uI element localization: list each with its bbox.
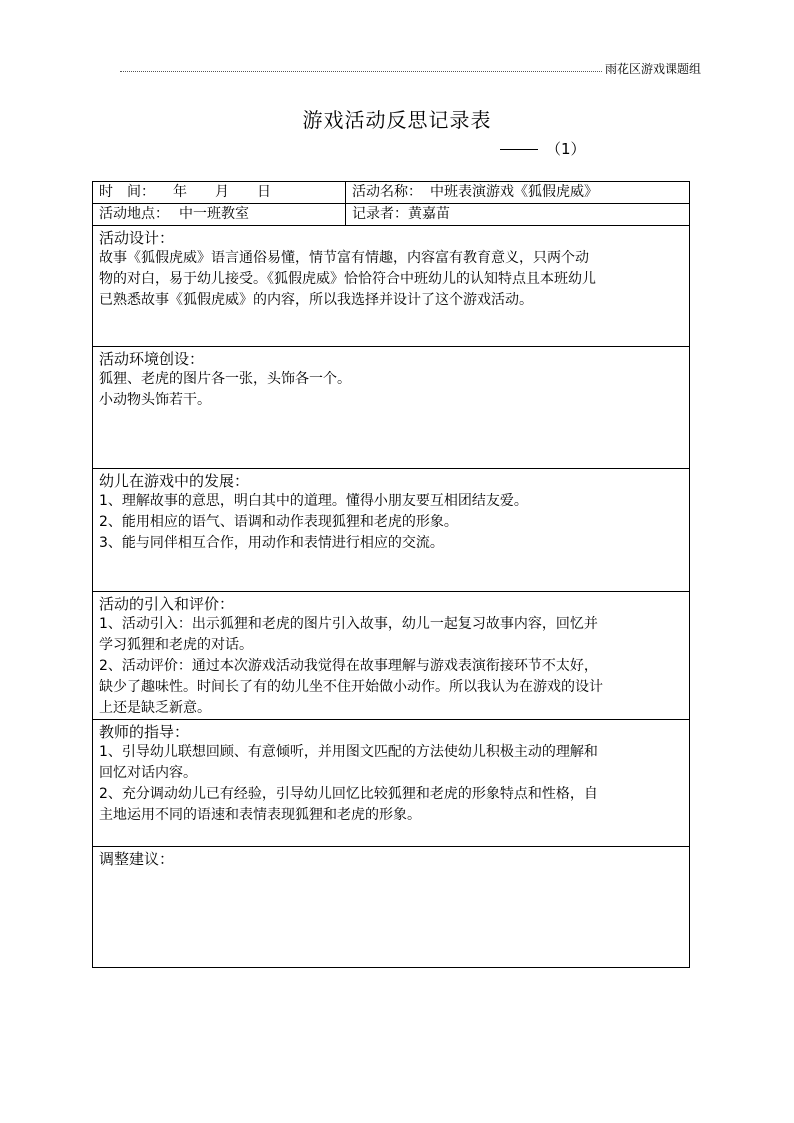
time-month: 月: [215, 184, 229, 200]
guidance-line: 2、充分调动幼儿已有经验，引导幼儿回忆比较狐狸和老虎的形象特点和性格，自: [99, 786, 598, 802]
time-day: 日: [257, 184, 271, 200]
activity-name-value: 中班表演游戏《狐假虎威》: [430, 184, 598, 200]
recorder-value: 黄嘉苗: [408, 206, 450, 222]
environment-line: 狐狸、老虎的图片各一张，头饰各一个。: [99, 371, 351, 387]
time-year: 年: [173, 184, 187, 200]
activity-name-label: 活动名称：: [352, 184, 422, 200]
intro-line: 学习狐狸和老虎的对话。: [99, 637, 253, 653]
info-row-2: [93, 204, 690, 226]
header-rule: [120, 71, 602, 72]
development-title: 幼儿在游戏中的发展：: [99, 472, 250, 490]
development-line: 1、理解故事的意思，明白其中的道理。懂得小朋友要互相团结友爱。: [99, 493, 528, 509]
recorder-cell: [346, 204, 690, 226]
guidance-line: 回忆对话内容。: [99, 765, 197, 781]
development-line: 3、能与同伴相互合作，用动作和表情进行相应的交流。: [99, 535, 444, 551]
guidance-line: 1、引导幼儿联想回顾、有意倾听，并用图文匹配的方法使幼儿积极主动的理解和: [99, 744, 598, 760]
guidance-title: 教师的指导：: [99, 723, 190, 741]
activity-name-cell: [346, 182, 690, 204]
environment-line: 小动物头饰若干。: [99, 392, 211, 408]
design-title: 活动设计：: [99, 229, 175, 247]
section-guidance: [93, 720, 690, 847]
section-design: [93, 226, 690, 347]
subtitle-dash: [500, 149, 538, 150]
section-development: [93, 469, 690, 592]
header-org: 雨花区游戏课题组: [605, 62, 702, 76]
section-adjust: [93, 847, 690, 968]
development-line: 2、能用相应的语气、语调和动作表现狐狸和老虎的形象。: [99, 514, 458, 530]
page-title: 游戏活动反思记录表: [302, 108, 492, 132]
place-cell: [93, 204, 346, 226]
design-line: 物的对白，易于幼儿接受。《狐假虎威》恰恰符合中班幼儿的认知特点且本班幼儿: [99, 271, 596, 287]
guidance-line: 主地运用不同的语速和表情表现狐狸和老虎的形象。: [99, 807, 421, 823]
design-line: 已熟悉故事《狐假虎威》的内容，所以我选择并设计了这个游戏活动。: [99, 292, 533, 308]
record-table: [92, 181, 690, 968]
section-environment: [93, 347, 690, 469]
intro-line: 上还是缺乏新意。: [99, 700, 211, 716]
design-line: 故事《狐假虎威》语言通俗易懂，情节富有情趣，内容富有教育意义，只两个动: [99, 250, 589, 266]
intro-line: 缺少了趣味性。时间长了有的幼儿坐不住开始做小动作。所以我认为在游戏的设计: [99, 679, 603, 695]
place-label: 活动地点：: [99, 206, 169, 222]
environment-title: 活动环境创设：: [99, 350, 205, 368]
intro-title: 活动的引入和评价：: [99, 595, 235, 613]
page-subtitle: [500, 138, 586, 159]
place-value: 中一班教室: [179, 206, 249, 222]
subtitle-number: （1）: [546, 140, 586, 158]
time-label: 时 间：: [99, 184, 155, 200]
adjust-title: 调整建议：: [99, 850, 175, 868]
intro-line: 1、活动引入：出示狐狸和老虎的图片引入故事，幼儿一起复习故事内容，回忆并: [99, 616, 598, 632]
info-row-1: [93, 182, 690, 204]
section-intro: [93, 592, 690, 720]
time-cell: [93, 182, 346, 204]
intro-line: 2、活动评价：通过本次游戏活动我觉得在故事理解与游戏表演衔接环节不太好，: [99, 658, 598, 674]
recorder-label: 记录者：: [352, 206, 408, 222]
